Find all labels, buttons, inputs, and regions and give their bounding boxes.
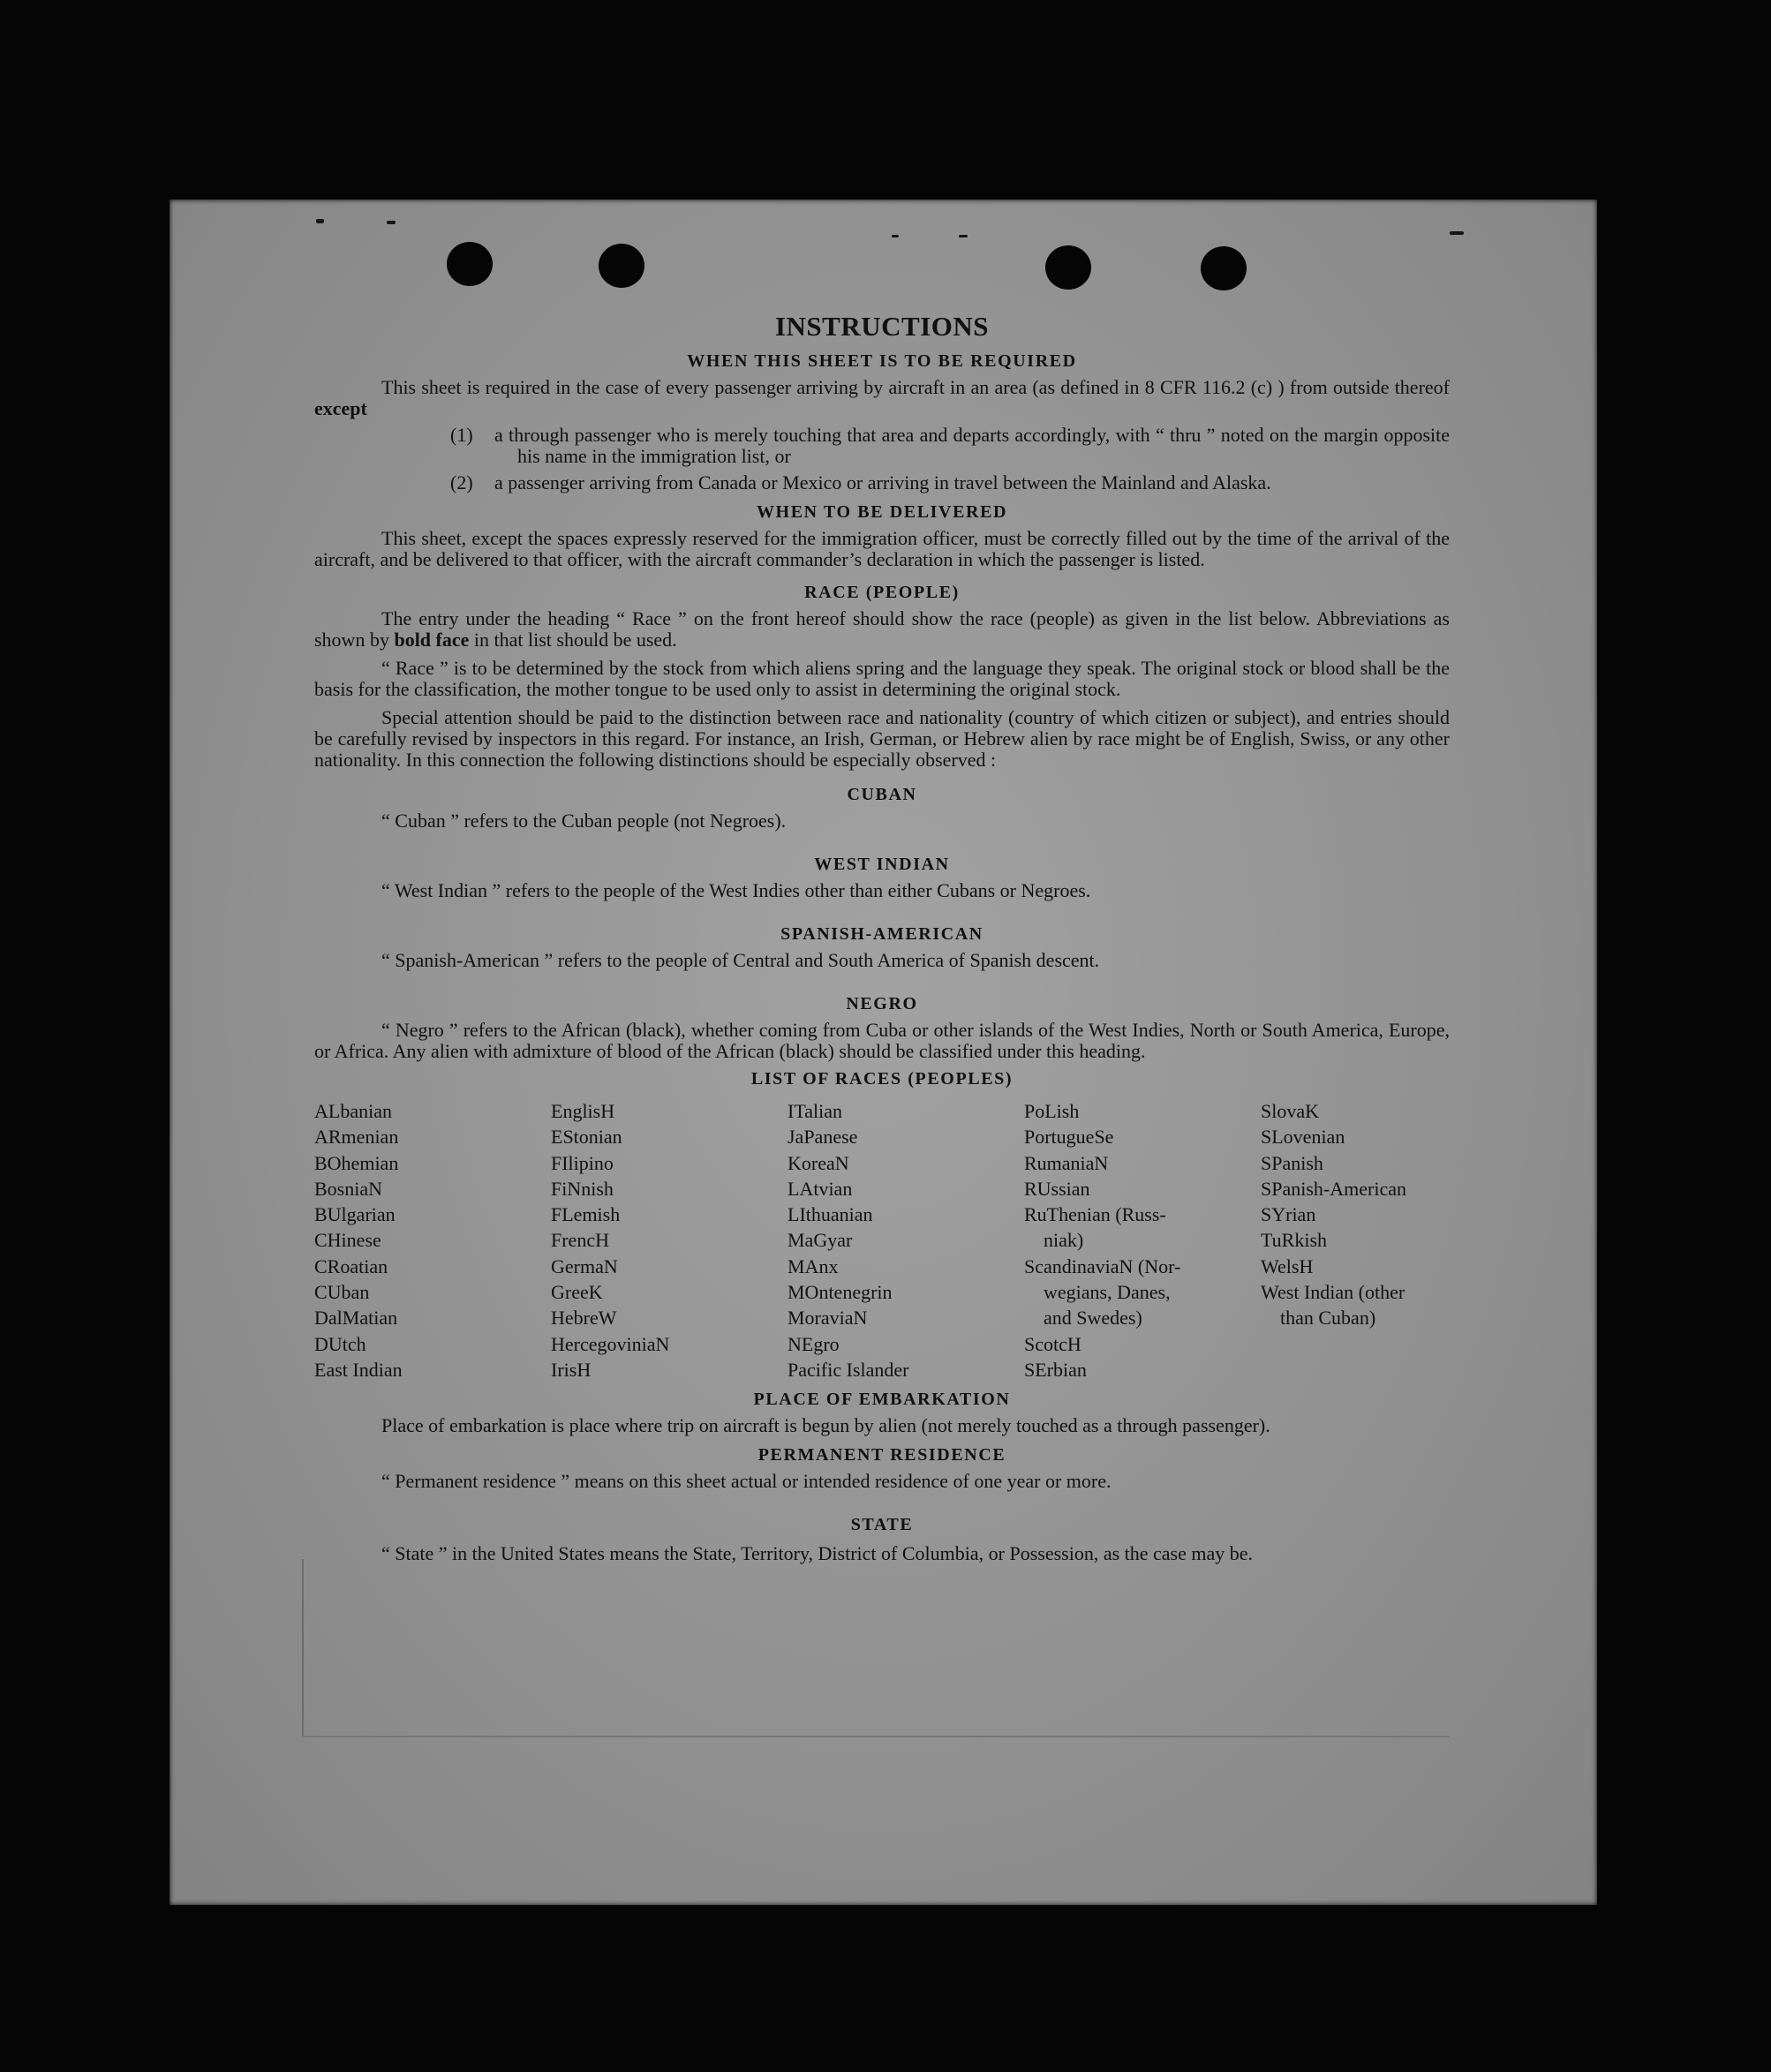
paragraph-west-indian: “ West Indian ” refers to the people of the West Indies other than either Cubans or Negroes. [381,879,1091,901]
race-entry: RUssian [1024,1177,1090,1200]
race-entry: FiNnish [551,1177,614,1200]
speck [387,221,396,224]
race-entry: IrisH [551,1358,592,1381]
race-entry: ITalian [788,1100,842,1122]
race-entry: BOhemian [314,1151,399,1174]
race-entry: RuThenian (Russ- [1024,1203,1166,1226]
heading-permanent-residence: PERMANENT RESIDENCE [757,1445,1006,1465]
page-title: INSTRUCTIONS [774,311,989,342]
race-entry: CHinese [314,1229,381,1252]
paragraph-spanish-american: “ Spanish-American ” refers to the people of Central and South America of Spanish descent. [381,949,1100,971]
paragraph-text: This sheet is required in the case of every passenger arriving by aircraft in an area (as defined in 8 CFR 116.2 (c) ) from outside thereof [381,376,1450,398]
race-entry: BosniaN [314,1177,382,1200]
paragraph-race-2: “ Race ” is to be determined by the stock from which aliens spring and the language they speak. The original stock or blood shall be the basis for the classification, the mother tongue to be used only to assist in determining the original stock. [314,657,1450,700]
race-entry: GermaN [551,1255,618,1277]
item-text: a passenger arriving from Canada or Mexico or arriving in travel between the Mainland and Alaska. [494,471,1271,494]
race-entry: GreeK [551,1281,603,1304]
heading-when-delivered: WHEN TO BE DELIVERED [756,502,1008,522]
paragraph-text: in that list should be used. [473,629,677,651]
heading-embarkation: PLACE OF EMBARKATION [753,1390,1011,1410]
races-column [314,1098,551,1383]
race-entry: wegians, Danes, [1044,1281,1171,1304]
list-item [314,472,1450,494]
race-entry: TuRkish [1261,1229,1328,1252]
heading-list-of-races: LIST OF RACES (PEOPLES) [750,1069,1014,1089]
paragraph-embarkation: Place of embarkation is place where trip on aircraft is begun by alien (not merely touched as a through passenger). [381,1414,1270,1437]
race-entry: PoLish [1024,1100,1080,1122]
race-entry: BUlgarian [314,1203,396,1226]
speck [959,235,968,237]
race-entry: JaPanese [788,1126,858,1149]
paragraph-text: The entry under the heading “ Race ” on the front hereof should show the race (people) as given in the list below. Abbreviations as shown by [314,607,1450,651]
race-entry: than Cuban) [1280,1307,1376,1330]
punch-hole [599,244,644,288]
race-entry: MaGyar [788,1229,853,1252]
race-entry: SLovenian [1261,1126,1345,1149]
race-entry: WelsH [1261,1255,1314,1277]
race-entry: MAnx [788,1255,839,1277]
race-entry: CRoatian [314,1255,388,1277]
races-column [1024,1098,1261,1383]
heading-cuban: CUBAN [847,785,917,804]
race-entry: PortugueSe [1024,1126,1114,1149]
speck [316,219,324,223]
race-entry: East Indian [314,1358,403,1381]
race-entry: ScandinaviaN (Nor- [1024,1255,1181,1277]
document-sheet [170,200,1597,1905]
races-column [788,1098,1024,1383]
heading-race: RACE (PEOPLE) [804,583,960,602]
paragraph-when-delivered: This sheet, except the spaces expressly reserved for the immigration officer, must be correctly filled out by the time of the arrival of the aircraft, and be delivered to that officer, with the aircraft commander’s declaration in which the passenger is listed. [314,527,1450,570]
punch-hole [447,242,493,286]
race-entry: MoraviaN [788,1307,868,1330]
race-entry: EnglisH [551,1100,615,1122]
race-entry: SYrian [1261,1203,1316,1226]
list-item [314,425,1450,467]
race-entry: ScotcH [1024,1332,1081,1355]
race-entry: SPanish-American [1261,1177,1406,1200]
bold-text: bold face [394,629,470,651]
race-entry: FrencH [551,1229,609,1252]
race-entry: ARmenian [314,1126,399,1149]
item-number: (2) [450,471,473,494]
race-entry: SlovaK [1261,1100,1319,1122]
heading-negro: NEGRO [846,994,918,1013]
race-entry: ALbanian [314,1100,392,1122]
heading-when-required: WHEN THIS SHEET IS TO BE REQUIRED [687,351,1077,371]
speck [1450,231,1464,235]
paragraph-permanent-residence: “ Permanent residence ” means on this sheet actual or intended residence of one year or more. [381,1470,1112,1493]
race-entry: West Indian (other [1261,1281,1405,1304]
race-entry: FLemish [551,1203,621,1226]
paragraph-state: “ State ” in the United States means the State, Territory, District of Columbia, or Possession, as the case may be. [381,1542,1254,1565]
race-entry: DalMatian [314,1307,398,1330]
race-entry: and Swedes) [1044,1307,1142,1330]
item-number: (1) [450,424,473,446]
heading-west-indian: WEST INDIAN [814,855,950,874]
punch-hole [1201,246,1247,290]
heading-state: STATE [850,1515,914,1535]
races-column [1261,1098,1450,1383]
bold-text: except [314,397,367,419]
race-entry: KoreaN [788,1151,849,1174]
paragraph-cuban: “ Cuban ” refers to the Cuban people (not Negroes). [381,810,787,832]
race-entry: SPanish [1261,1151,1323,1174]
race-entry: FIlipino [551,1151,614,1174]
heading-spanish-american: SPANISH-AMERICAN [780,924,983,944]
race-entry: Pacific Islander [788,1358,909,1381]
race-entry: LAtvian [788,1177,853,1200]
item-text: a through passenger who is merely touching that area and departs accordingly, with “ thru ” noted on the margin opposite his name in the immigration list, or [494,424,1450,467]
paragraph-race-3: Special attention should be paid to the distinction between race and nationality (country of which citizen or subject), and entries should be carefully revised by inspectors in this regard. For instance, an Irish, German, or Hebrew alien by race might be of English, Swiss, or any other nationality. In this connection the following distinctions should be especially observed : [314,706,1450,771]
race-entry: CUban [314,1281,370,1304]
race-entry: HebreW [551,1307,617,1330]
race-entry: DUtch [314,1332,366,1355]
race-entry: SErbian [1024,1358,1087,1381]
race-entry: EStonian [551,1126,622,1149]
punch-hole [1045,245,1091,290]
race-entry: RumaniaN [1024,1151,1109,1174]
faint-border [302,1736,1450,1737]
races-column [551,1098,788,1383]
faint-border [302,1559,304,1736]
race-entry: HercegoviniaN [551,1332,670,1355]
race-entry: MOntenegrin [788,1281,893,1304]
races-table [314,1098,1450,1383]
paragraph-when-required [314,377,1450,419]
race-entry: NEgro [788,1332,840,1355]
paragraph-race-1 [314,608,1450,651]
race-entry: LIthuanian [788,1203,873,1226]
speck [892,235,899,237]
paragraph-negro: “ Negro ” refers to the African (black), whether coming from Cuba or other islands of the West Indies, North or South America, Europe, or Africa. Any alien with admixture of blood of the African (black) should be classified under this heading. [314,1019,1450,1062]
race-entry: niak) [1044,1229,1084,1252]
instructions-content [314,311,1450,1567]
